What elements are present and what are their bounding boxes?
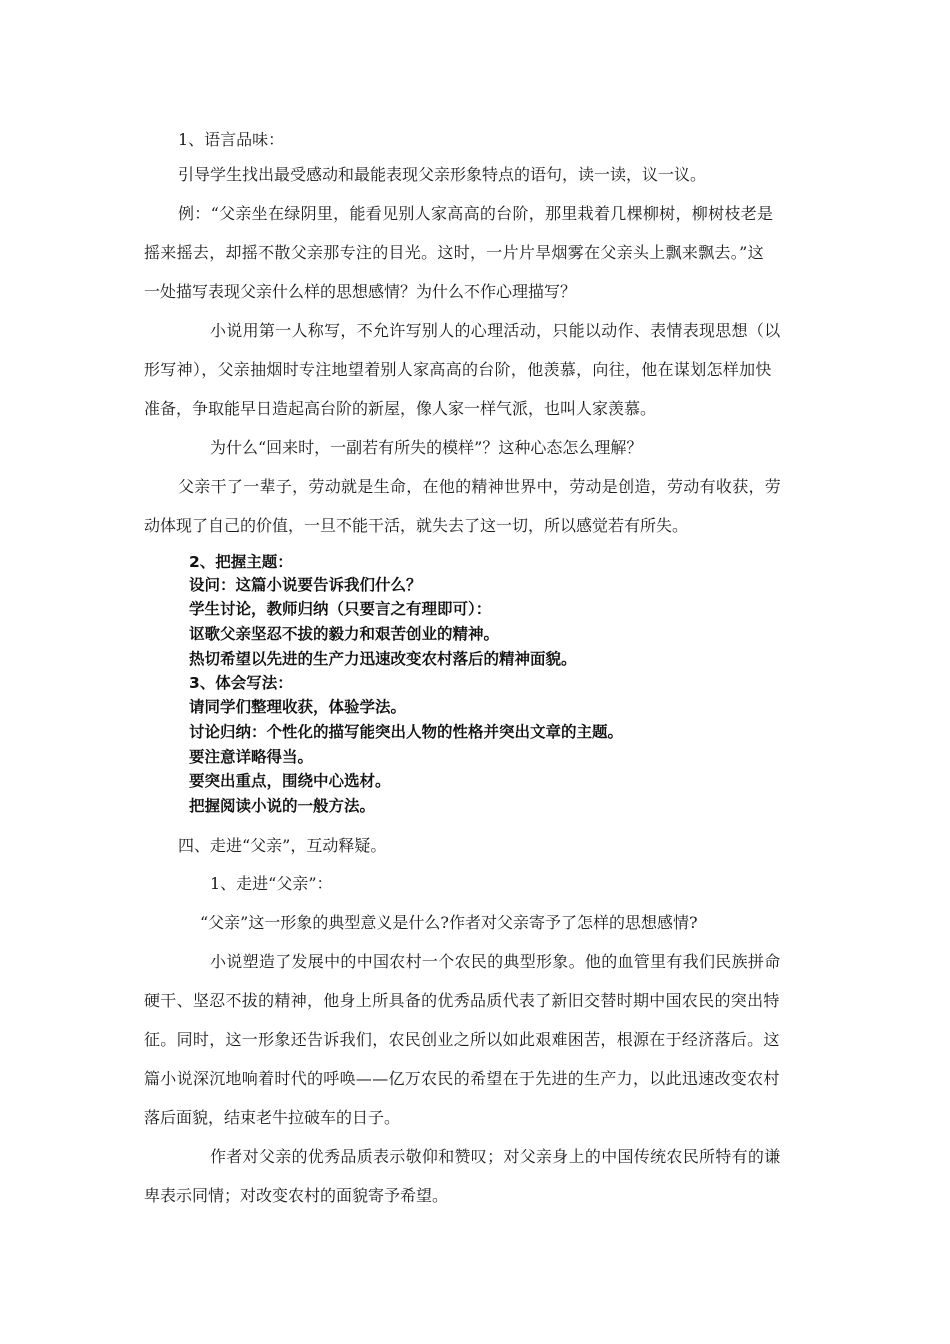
text-line: 一处描写表现父亲什么样的思想感情？为什么不作心理描写？ <box>144 282 577 301</box>
text-line: 3、体会写法： <box>189 674 293 692</box>
text-line: 1、语言品味： <box>178 130 285 149</box>
text-line: 小说用第一人称写，不允许写别人的心理活动，只能以动作、表情表现思想（以 <box>210 321 781 340</box>
text-line: 四、走进“父亲”，互动释疑。 <box>178 836 387 855</box>
text-line: “父亲”这一形象的典型意义是什么?作者对父亲寄予了怎样的思想感情? <box>200 913 698 932</box>
text-line: 要注意详略得当。 <box>189 748 314 766</box>
text-line: 2、把握主题： <box>189 553 293 571</box>
text-line: 落后面貌，结束老牛拉破车的日子。 <box>144 1108 401 1127</box>
text-line: 热切希望以先进的生产力迅速改变农村落后的精神面貌。 <box>189 650 577 668</box>
text-line: 摇来摇去，却摇不散父亲那专注的目光。这时，一片片旱烟雾在父亲头上飘来飘去。”这 <box>144 243 764 262</box>
text-line: 征。同时，这一形象还告诉我们，农民创业之所以如此艰难困苦，根源在于经济落后。这 <box>144 1030 780 1049</box>
text-line: 形写神），父亲抽烟时专注地望着别人家高高的台阶，他羡慕，向往，他在谋划怎样加快 <box>144 360 772 379</box>
text-line: 例：“父亲坐在绿阴里，能看见别人家高高的台阶，那里栽着几棵柳树，柳树枝老是 <box>178 204 774 223</box>
text-line: 卑表示同情；对改变农村的面貌寄予希望。 <box>144 1186 449 1205</box>
text-line: 把握阅读小说的一般方法。 <box>189 797 376 815</box>
text-line: 设问：这篇小说要告诉我们什么？ <box>189 576 422 594</box>
text-line: 请同学们整理收获，体验学法。 <box>189 698 407 716</box>
text-line: 1、走进“父亲”： <box>210 874 333 893</box>
text-line: 动体现了自己的价值，一旦不能干活，就失去了这一切，所以感觉若有所失。 <box>144 516 689 535</box>
text-line: 讨论归纳：个性化的描写能突出人物的性格并突出文章的主题。 <box>189 723 624 741</box>
text-line: 硬干、坚忍不拔的精神，他身上所具备的优秀品质代表了新旧交替时期中国农民的突出特 <box>144 991 780 1010</box>
text-line: 准备，争取能早日造起高台阶的新屋，像人家一样气派，也叫人家羡慕。 <box>144 399 657 418</box>
text-line: 讴歌父亲坚忍不拔的毅力和艰苦创业的精神。 <box>189 625 500 643</box>
text-line: 为什么“回来时，一副若有所失的模样”？这种心态怎么理解？ <box>210 438 643 457</box>
text-line: 小说塑造了发展中的中国农村一个农民的典型形象。他的血管里有我们民族拼命 <box>210 952 781 971</box>
text-line: 篇小说深沉地响着时代的呼唤——亿万农民的希望在于先进的生产力，以此迅速改变农村 <box>144 1069 780 1088</box>
text-line: 学生讨论，教师归纳（只要言之有理即可）： <box>189 600 492 618</box>
text-line: 引导学生找出最受感动和最能表现父亲形象特点的语句，读一读，议一议。 <box>178 165 707 184</box>
text-line: 父亲干了一辈子，劳动就是生命，在他的精神世界中，劳动是创造，劳动有收获，劳 <box>178 477 782 496</box>
text-line: 要突出重点，围绕中心选材。 <box>189 772 391 790</box>
text-line: 作者对父亲的优秀品质表示敬仰和赞叹；对父亲身上的中国传统农民所特有的谦 <box>210 1147 781 1166</box>
